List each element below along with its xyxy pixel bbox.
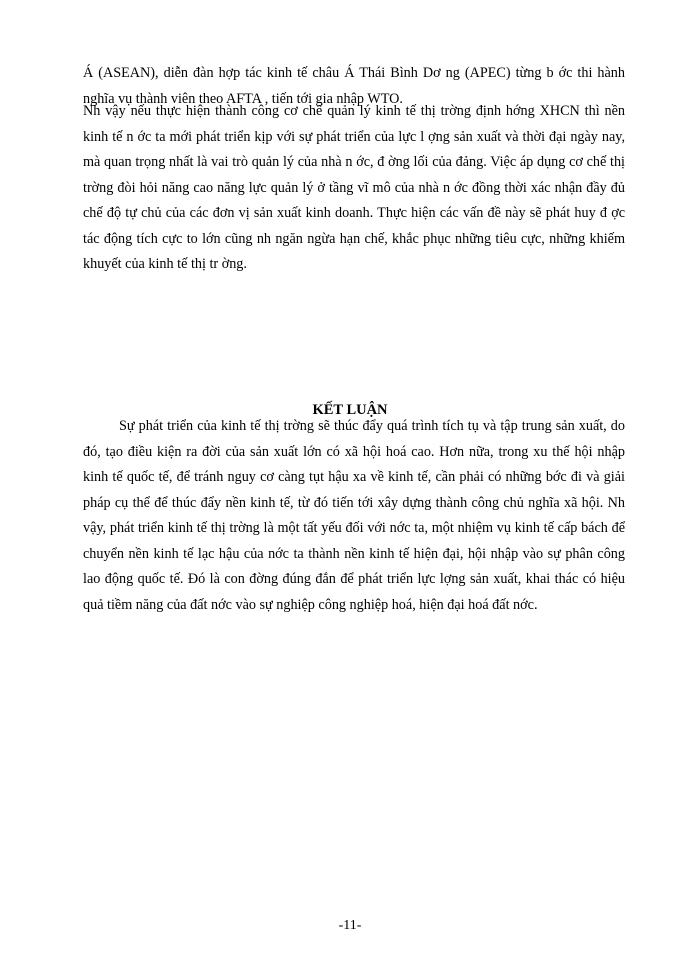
conclusion-paragraph: Sự phát triển của kinh tế thị trờng sẽ thúc đẩy quá trình tích tụ và tập trung sản xuất, do đó, tạo điều kiện ra đời của sản xuất lớn có xã hội hoá cao. Hơn nữa, trong xu thế hội nhập kinh tế quốc tế, để tránh nguy cơ càng tụt hậu xa về kinh tế, cần phải có những bớc đi và giải pháp cụ thể để thúc đẩy nền kinh tế, từ đó tiến tới xây dựng thành công chủ nghĩa xã hội. Nh vậy, phát triển kinh tế thị trờng là một tất yếu đối với nớc ta, một nhiệm vụ kinh tế cấp bách để chuyển nền kinh tế lạc hậu của nớc ta thành nền kinh tế hiện đại, hội nhập vào sự phân công lao động quốc tế. Đó là con đờng đúng đắn để phát triển lực lợng sản xuất, khai thác có hiệu quả tiềm năng của đất nớc vào sự nghiệp công nghiệp hoá, hiện đại hoá đất nớc. (83, 418, 625, 613)
body-paragraph-2: Nh vậy nếu thực hiện thành công cơ chế quản lý kinh tế thị trờng định hớng XHCN thì nền kinh tế n ớc ta mới phát triển kịp với sự phát triển của lực l ợng sản xuất và thời đại ngày nay, mà quan trọng nhất là vai trò quản lý của nhà n ớc, đ ờng lối của đảng. Việc áp dụng cơ chế thị trờng đòi hỏi năng cao năng lực quản lý ở tầng vĩ mô của nhà n ớc đồng thời xác nhận đầy đủ chế độ tự chủ của các đơn vị sản xuất kinh doanh. Thực hiện các vấn đề này sẽ phát huy đ ợc tác động tích cực to lớn cũng nh ngăn ngừa hạn chế, khắc phục những tiêu cực, những khiếm khuyết của kinh tế thị tr ờng. (83, 103, 625, 272)
page-number: -11- (338, 918, 362, 933)
conclusion-heading: KẾT LUẬN (312, 402, 388, 418)
body-paragraph-1: Á (ASEAN), diễn đàn hợp tác kinh tế châu Á Thái Bình Dơ ng (APEC) từng b ớc thi hành nghĩa vụ thành viên theo AFTA , tiến tới gia nhập WTO. (83, 65, 625, 107)
